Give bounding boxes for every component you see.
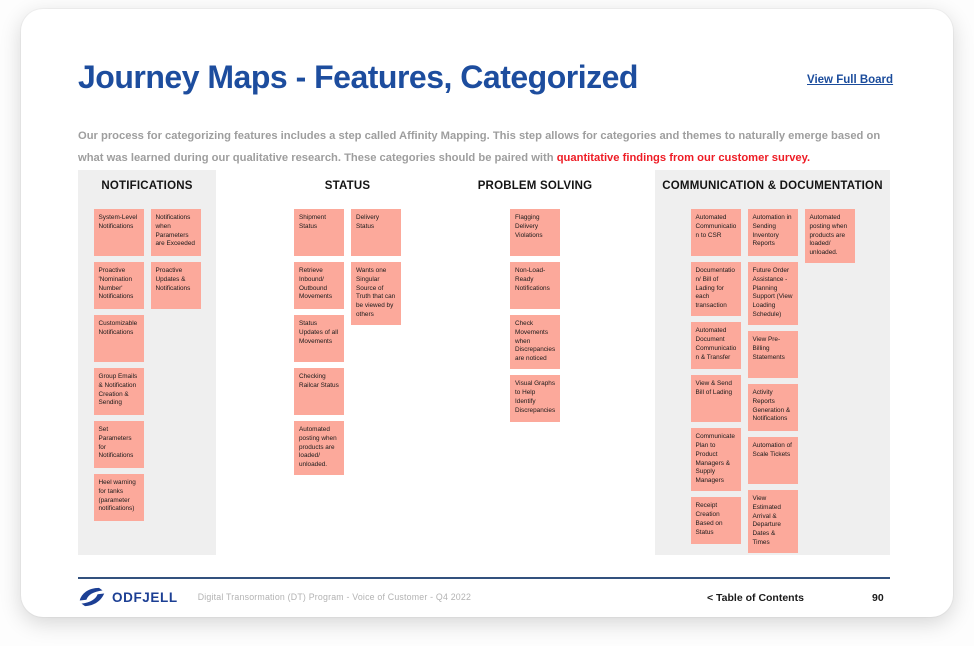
intro-paragraph — [78, 125, 908, 169]
sticky-note: Flagging Delivery Violations — [510, 209, 560, 256]
sticky-note: Activity Reports Generation & Notifications — [748, 384, 798, 431]
sticky-note: View & Send Bill of Lading — [691, 375, 741, 422]
note-lane — [294, 209, 344, 475]
sticky-note: Check Movements when Discrepancies are noticed — [510, 315, 560, 369]
sticky-note: Documentation/ Bill of Lading for each transaction — [691, 262, 741, 316]
sticky-note: Customizable Notifications — [94, 315, 144, 362]
sticky-note: Receipt Creation Based on Status — [691, 497, 741, 544]
sticky-note: Wants one Singular Source of Truth that can be viewed by others — [351, 262, 401, 325]
sticky-note: Set Parameters for Notifications — [94, 421, 144, 468]
note-lane — [151, 209, 201, 521]
sticky-note: Automation in Sending Inventory Reports — [748, 209, 798, 256]
sticky-note: Proactive 'Nomination Number' Notifications — [94, 262, 144, 309]
note-lane — [805, 209, 855, 553]
sticky-note: Heel warning for tanks (parameter notifications) — [94, 474, 144, 521]
note-lane — [510, 209, 560, 422]
column-header-problem-solving: PROBLEM SOLVING — [477, 180, 593, 192]
sticky-note: Checking Railcar Status — [294, 368, 344, 415]
column-header-notifications: NOTIFICATIONS — [101, 180, 193, 192]
sticky-note: Shipment Status — [294, 209, 344, 256]
sticky-note: Future Order Assistance - Planning Support (View Loading Schedule) — [748, 262, 798, 325]
note-lane — [748, 209, 798, 553]
footer-divider — [78, 577, 890, 579]
notes-notifications — [78, 209, 216, 521]
column-communication-documentation — [655, 170, 890, 555]
sticky-note: Automated Document Communication & Transfer — [691, 322, 741, 369]
sticky-note: Automated posting when products are loaded/ unloaded. — [294, 421, 344, 475]
sticky-note: System-Level Notifications — [94, 209, 144, 256]
odfjell-logo-text: ODFJELL — [112, 589, 178, 605]
sticky-note: Status Updates of all Movements — [294, 315, 344, 362]
notes-communication-documentation — [655, 209, 890, 553]
column-notifications — [78, 170, 216, 555]
column-status — [275, 170, 420, 555]
table-of-contents-link[interactable]: < Table of Contents — [707, 592, 804, 604]
page-title: Journey Maps - Features, Categorized — [78, 59, 638, 95]
sticky-note: Non-Load-Ready Notifications — [510, 262, 560, 309]
intro-line-2 — [78, 147, 908, 169]
sticky-note: Group Emails & Notification Creation & Sending — [94, 368, 144, 415]
sticky-note: Notifications when Parameters are Exceeded — [151, 209, 201, 256]
footer-caption: Digital Transormation (DT) Program - Voice of Customer - Q4 2022 — [197, 592, 472, 602]
sticky-note: Retrieve Inbound/ Outbound Movements — [294, 262, 344, 309]
sticky-note: Delivery Status — [351, 209, 401, 256]
column-header-status: STATUS — [324, 180, 371, 192]
affinity-board — [21, 170, 953, 555]
view-full-board-link[interactable]: View Full Board — [807, 74, 894, 86]
notes-status — [275, 209, 420, 475]
page-number: 90 — [872, 592, 884, 604]
column-header-communication-documentation: COMMUNICATION & DOCUMENTATION — [662, 180, 883, 192]
odfjell-logo-icon — [78, 587, 106, 607]
footer-left — [78, 587, 471, 607]
notes-problem-solving — [465, 209, 605, 422]
column-problem-solving — [465, 170, 605, 555]
sticky-note: Automation of Scale Tickets — [748, 437, 798, 484]
note-lane — [691, 209, 741, 553]
sticky-note: Proactive Updates & Notifications — [151, 262, 201, 309]
sticky-note: Automated posting when products are loaded/ unloaded. — [805, 209, 855, 263]
note-lane — [94, 209, 144, 521]
sticky-note: Visual Graphs to Help Identify Discrepancies — [510, 375, 560, 422]
sticky-note: View Pre-Billing Statements — [748, 331, 798, 378]
intro-line-1: Our process for categorizing features includes a step called Affinity Mapping. This step allows for categories and themes to naturally emerge based on — [78, 130, 881, 142]
intro-line-2-red: quantitative findings from our customer survey. — [556, 152, 811, 164]
sticky-note: Automated Communication to CSR — [691, 209, 741, 256]
note-lane — [351, 209, 401, 475]
slide-card — [21, 9, 953, 617]
sticky-note: View Estimated Arrival & Departure Dates & Times — [748, 490, 798, 553]
intro-line-2-gray: what was learned during our qualitative research. These categories should be paired with — [78, 152, 554, 164]
sticky-note: Communicate Plan to Product Managers & Supply Managers — [691, 428, 741, 491]
